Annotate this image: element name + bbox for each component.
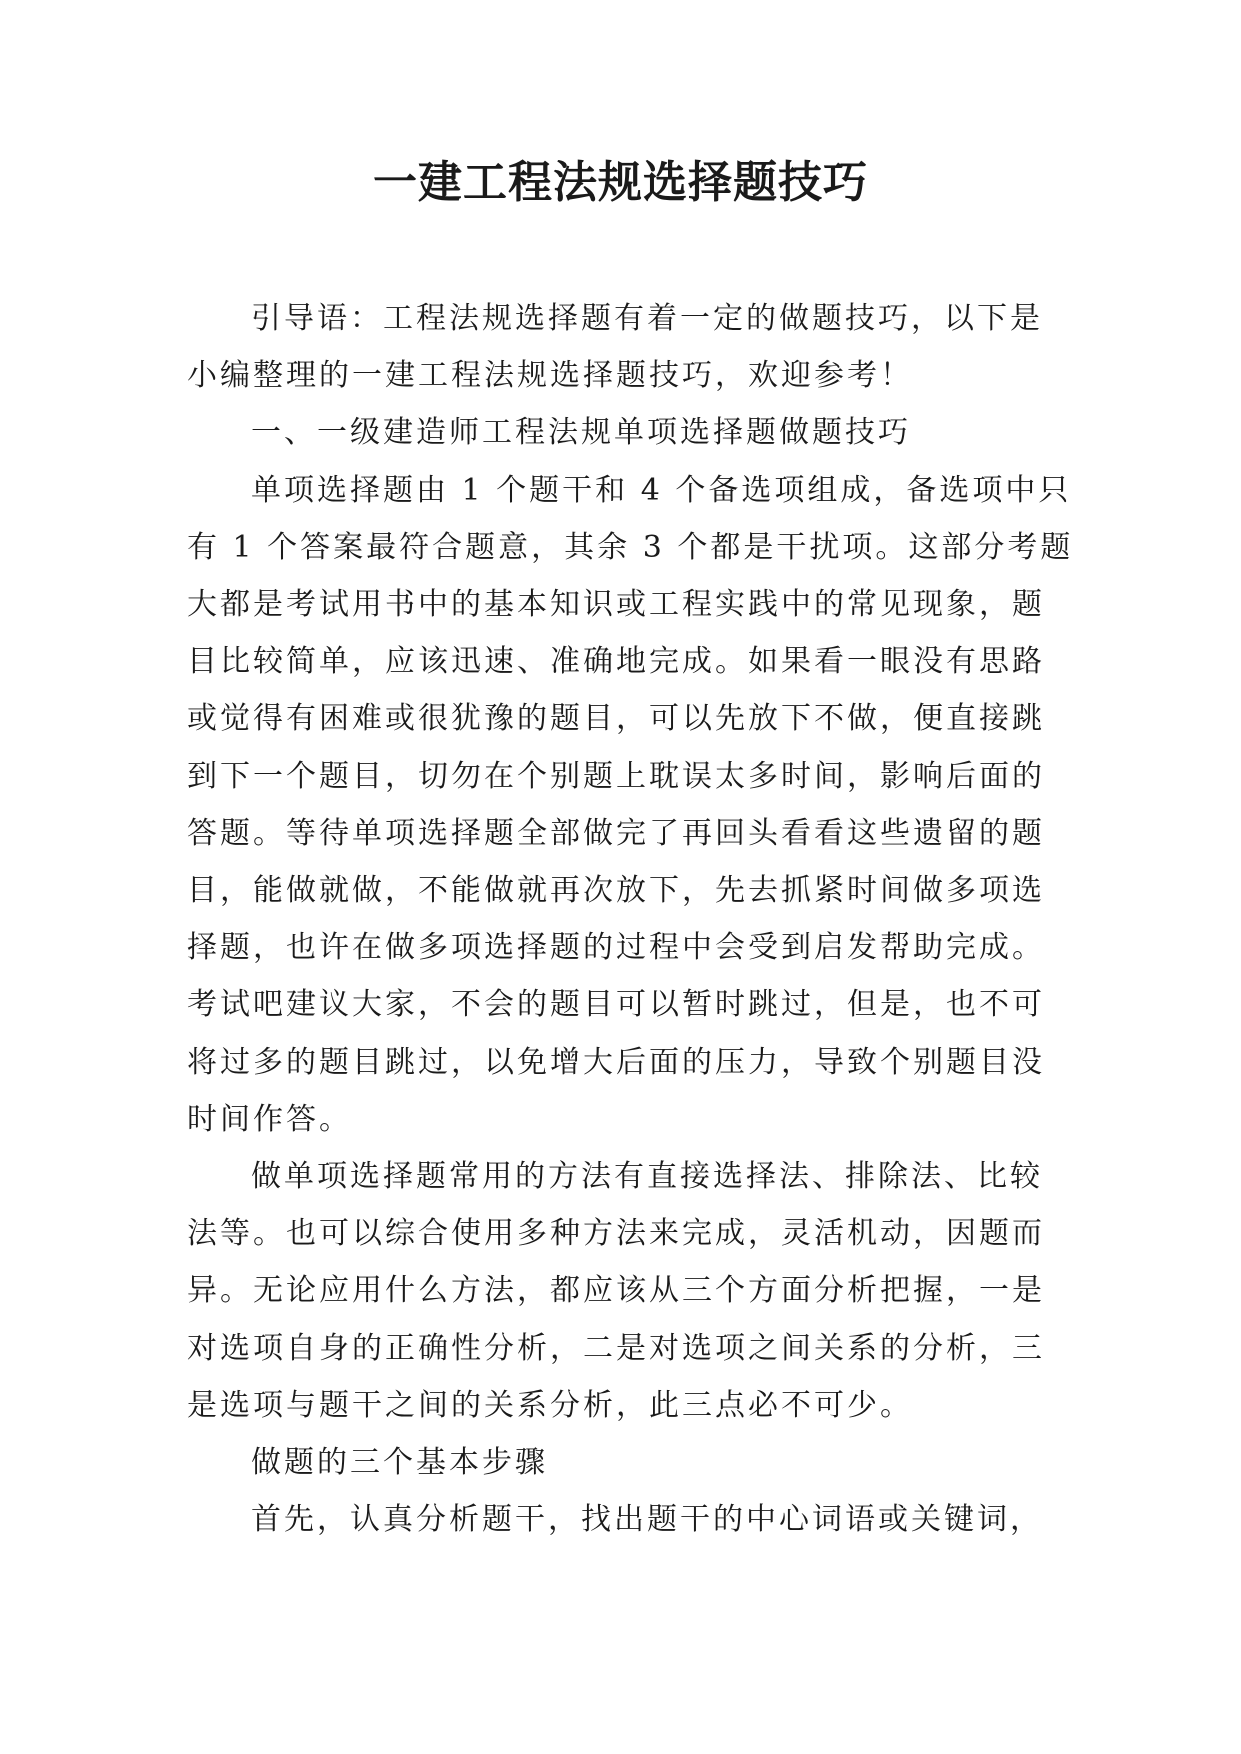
paragraph-line: 单项选择题由 1 个题干和 4 个备选项组成，备选项中只	[251, 472, 1072, 508]
paragraph-line: 法等。也可以综合使用多种方法来完成，灵活机动，因题而	[187, 1216, 1045, 1252]
paragraph-line: 大都是考试用书中的基本知识或工程实践中的常见现象，题	[187, 587, 1045, 623]
section-heading-2: 做题的三个基本步骤	[251, 1445, 548, 1481]
paragraph-line: 目比较简单，应该迅速、准确地完成。如果看一眼没有思路	[187, 644, 1045, 680]
document-body	[187, 290, 1074, 1548]
paragraph-line: 是选项与题干之间的关系分析，此三点必不可少。	[187, 1387, 913, 1423]
paragraph-line: 异。无论应用什么方法，都应该从三个方面分析把握，一是	[187, 1273, 1045, 1309]
paragraph-line: 有 1 个答案最符合题意，其余 3 个都是干扰项。这部分考题	[187, 529, 1074, 565]
paragraph-line: 做单项选择题常用的方法有直接选择法、排除法、比较	[251, 1159, 1043, 1195]
paragraph-line: 目，能做就做，不能做就再次放下，先去抓紧时间做多项选	[187, 873, 1045, 909]
paragraph-line: 对选项自身的正确性分析，二是对选项之间关系的分析，三	[187, 1330, 1045, 1366]
paragraph-line: 或觉得有困难或很犹豫的题目，可以先放下不做，便直接跳	[187, 701, 1045, 737]
paragraph-line: 首先，认真分析题干，找出题干的中心词语或关键词，	[251, 1502, 1043, 1538]
paragraph-line: 择题，也许在做多项选择题的过程中会受到启发帮助完成。	[187, 930, 1045, 966]
paragraph-line: 到下一个题目，切勿在个别题上耽误太多时间，影响后面的	[187, 758, 1045, 794]
paragraph-line: 考试吧建议大家，不会的题目可以暂时跳过，但是，也不可	[187, 987, 1045, 1023]
section-heading-1: 一、一级建造师工程法规单项选择题做题技巧	[251, 415, 911, 451]
paragraph-intro-line-1: 引导语：工程法规选择题有着一定的做题技巧，以下是	[251, 301, 1043, 336]
paragraph-line: 答题。等待单项选择题全部做完了再回头看看这些遗留的题	[187, 815, 1045, 851]
paragraph-line: 将过多的题目跳过，以免增大后面的压力，导致个别题目没	[187, 1044, 1045, 1080]
paragraph-intro-line-2: 小编整理的一建工程法规选择题技巧，欢迎参考！	[187, 358, 913, 394]
paragraph-line: 时间作答。	[187, 1101, 352, 1137]
document-title: 一建工程法规选择题技巧	[373, 157, 868, 208]
